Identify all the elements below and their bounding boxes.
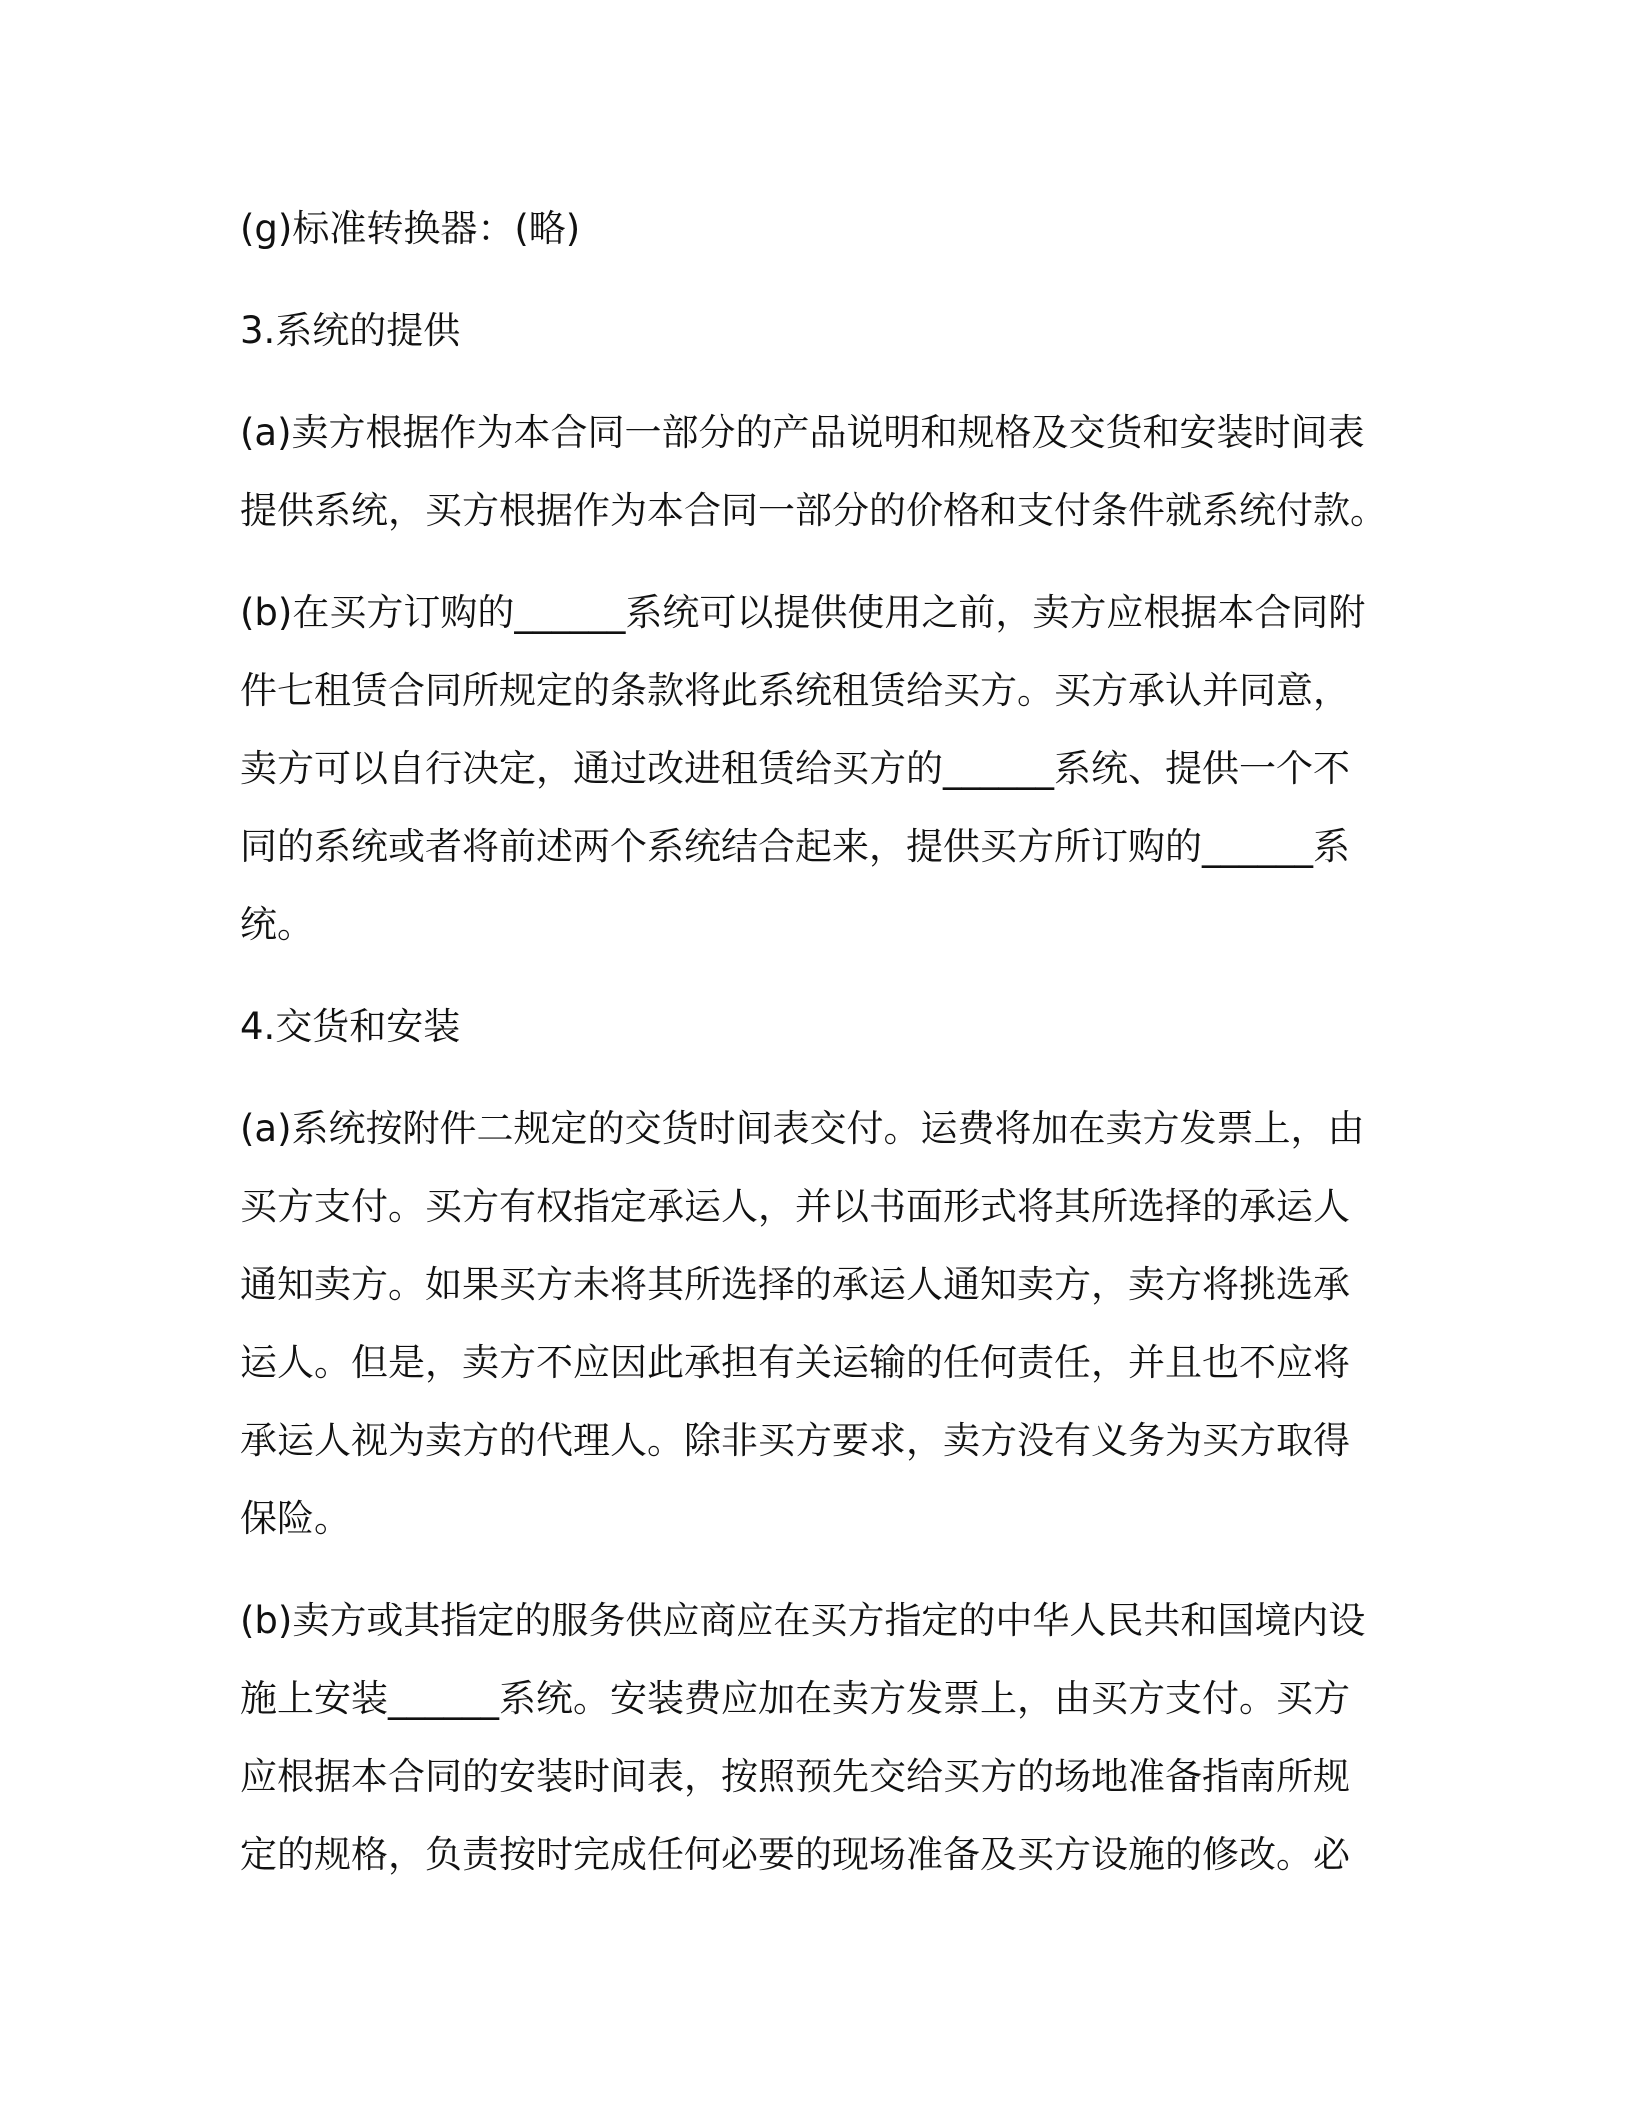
paragraph-4a bbox=[240, 1090, 1410, 1558]
text-line: 施上安装______系统。安装费应加在卖方发票上，由买方支付。买方 bbox=[240, 1677, 1350, 1720]
text-line: 统。 bbox=[240, 903, 314, 946]
text-line: 应根据本合同的安装时间表，按照预先交给买方的场地准备指南所规 bbox=[240, 1755, 1350, 1798]
paragraph-4b bbox=[240, 1582, 1410, 1894]
section-heading-delivery-installation bbox=[240, 988, 1410, 1066]
section-heading-system-provision bbox=[240, 292, 1410, 370]
heading-text: 4.交货和安装 bbox=[240, 1005, 461, 1048]
text-line: (a)系统按附件二规定的交货时间表交付。运费将加在卖方发票上，由 bbox=[240, 1107, 1365, 1150]
text-line: 保险。 bbox=[240, 1497, 351, 1540]
text-line: (a)卖方根据作为本合同一部分的产品说明和规格及交货和安装时间表 bbox=[240, 411, 1365, 454]
text-line: 通知卖方。如果买方未将其所选择的承运人通知卖方，卖方将挑选承 bbox=[240, 1263, 1350, 1306]
heading-text: 3.系统的提供 bbox=[240, 309, 461, 352]
text-line: (b)卖方或其指定的服务供应商应在买方指定的中华人民共和国境内设 bbox=[240, 1599, 1366, 1642]
text-line: 件七租赁合同所规定的条款将此系统租赁给买方。买方承认并同意， bbox=[240, 669, 1350, 712]
text-line: (g)标准转换器：(略) bbox=[240, 207, 581, 250]
text-line: (b)在买方订购的______系统可以提供使用之前，卖方应根据本合同附 bbox=[240, 591, 1366, 634]
text-line: 卖方可以自行决定，通过改进租赁给买方的______系统、提供一个不 bbox=[240, 747, 1350, 790]
text-line: 买方支付。买方有权指定承运人，并以书面形式将其所选择的承运人 bbox=[240, 1185, 1350, 1228]
text-line: 同的系统或者将前述两个系统结合起来，提供买方所订购的______系 bbox=[240, 825, 1350, 868]
paragraph-3a bbox=[240, 394, 1410, 550]
paragraph-g-standard-converter bbox=[240, 190, 1410, 268]
text-line: 运人。但是，卖方不应因此承担有关运输的任何责任，并且也不应将 bbox=[240, 1341, 1350, 1384]
document-body bbox=[240, 190, 1410, 1918]
text-line: 提供系统，买方根据作为本合同一部分的价格和支付条件就系统付款。 bbox=[240, 489, 1387, 532]
paragraph-3b bbox=[240, 574, 1410, 964]
text-line: 定的规格，负责按时完成任何必要的现场准备及买方设施的修改。必 bbox=[240, 1833, 1350, 1876]
text-line: 承运人视为卖方的代理人。除非买方要求，卖方没有义务为买方取得 bbox=[240, 1419, 1350, 1462]
